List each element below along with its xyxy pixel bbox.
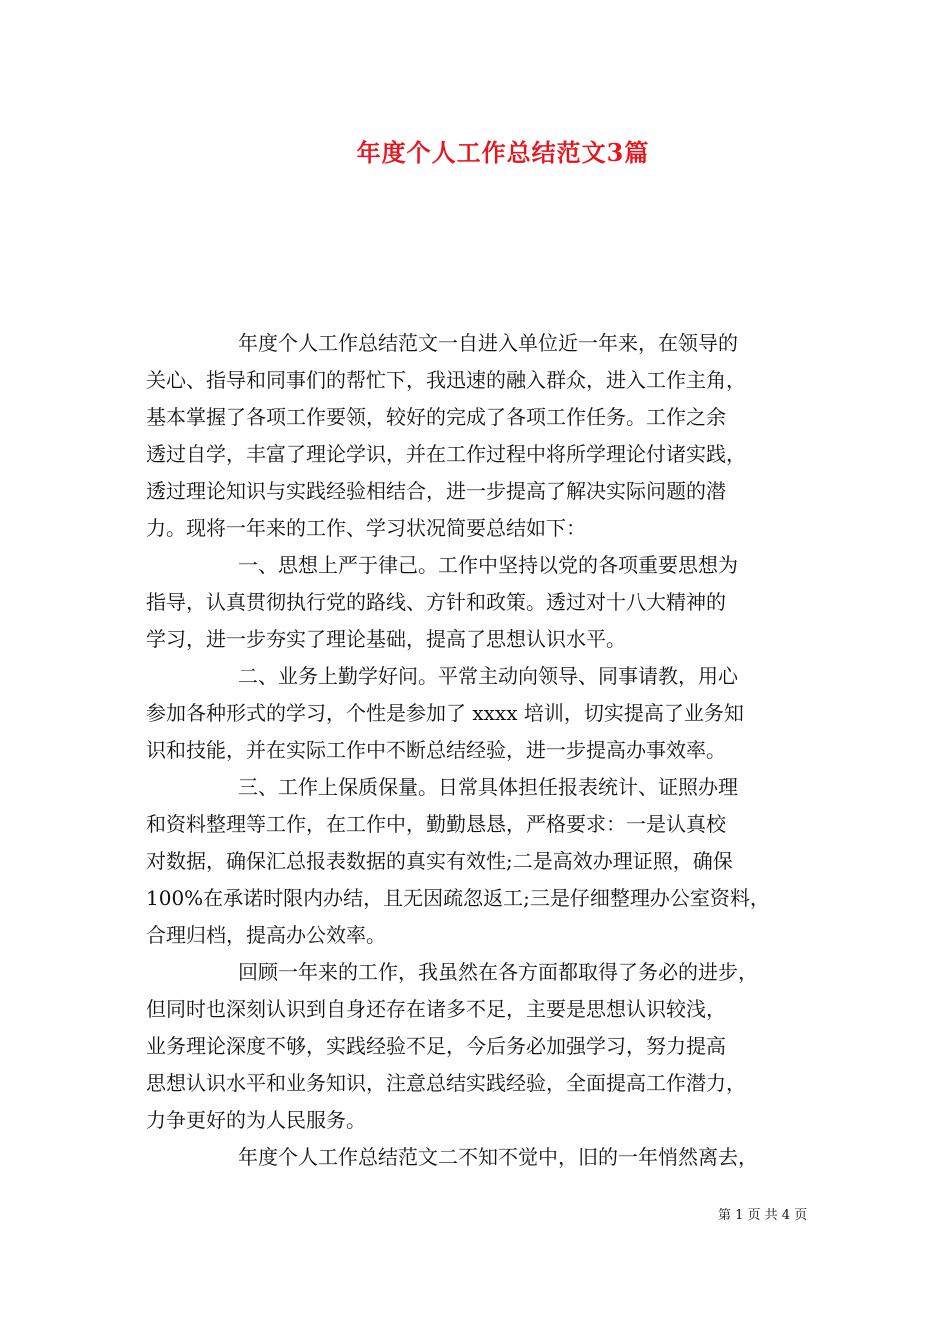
text-line: 合理归档，提高办公效率。 — [146, 923, 386, 947]
text-line: 回顾一年来的工作，我虽然在各方面都取得了务必的进步， — [238, 960, 758, 984]
text-line: 和资料整理等工作，在工作中，勤勤恳恳，严格要求：一是认真校 — [146, 812, 726, 836]
document-body — [146, 325, 812, 1176]
text-line: 学习，进一步夯实了理论基础，提高了思想认识水平。 — [146, 627, 626, 651]
text-line: 识和技能，并在实际工作中不断总结经验，进一步提高办事效率。 — [146, 738, 726, 762]
text-line: 一、思想上严于律己。工作中坚持以党的各项重要思想为 — [238, 553, 738, 577]
text-line: 力争更好的为人民服务。 — [146, 1108, 366, 1132]
text-line: 业务理论深度不够，实践经验不足，今后务必加强学习，努力提高 — [146, 1034, 726, 1058]
text-line: 三、工作上保质保量。日常具体担任报表统计、证照办理 — [238, 775, 738, 799]
text-line: 年度个人工作总结范文一自进入单位近一年来，在领导的 — [238, 331, 738, 355]
text-line: 思想认识水平和业务知识，注意总结实践经验，全面提高工作潜力， — [146, 1071, 746, 1095]
text-line: 对数据，确保汇总报表数据的真实有效性;二是高效办理证照，确保 — [146, 849, 733, 873]
text-line: 透过理论知识与实践经验相结合，进一步提高了解决实际问题的潜 — [146, 479, 726, 503]
text-line: 100%在承诺时限内办结，且无因疏忽返工;三是仔细整理办公室资料， — [146, 886, 770, 910]
document-title: 年度个人工作总结范文3篇 — [356, 138, 650, 167]
text-line: 参加各种形式的学习，个性是参加了 xxxx 培训，切实提高了业务知 — [146, 701, 744, 725]
text-line: 二、业务上勤学好问。平常主动向领导、同事请教，用心 — [238, 664, 738, 688]
text-line: 关心、指导和同事们的帮忙下，我迅速的融入群众，进入工作主角， — [146, 368, 746, 392]
text-line: 年度个人工作总结范文二不知不觉中，旧的一年悄然离去， — [238, 1145, 758, 1169]
text-line: 指导，认真贯彻执行党的路线、方针和政策。透过对十八大精神的 — [146, 590, 726, 614]
text-line: 透过自学，丰富了理论学识，并在工作过程中将所学理论付诸实践， — [146, 442, 746, 466]
page-footer: 第 1 页 共 4 页 — [718, 1208, 808, 1223]
text-line: 但同时也深刻认识到自身还存在诸多不足，主要是思想认识较浅， — [146, 997, 726, 1021]
text-line: 基本掌握了各项工作要领，较好的完成了各项工作任务。工作之余 — [146, 405, 726, 429]
text-line: 力。现将一年来的工作、学习状况简要总结如下： — [146, 516, 586, 540]
